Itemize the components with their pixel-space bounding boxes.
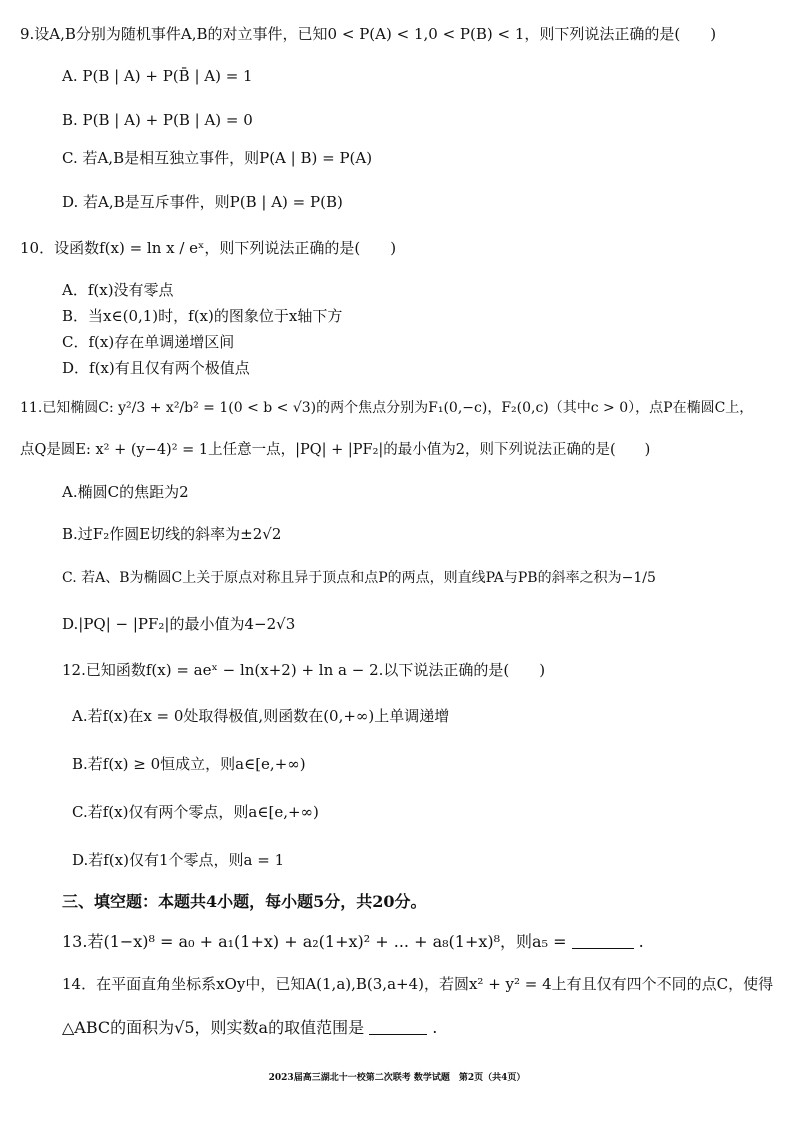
- q10-option-b: B．当x∈(0,1)时，f(x)的图象位于x轴下方: [62, 307, 343, 325]
- q9-option-b: B. P(B | A) + P(B | A) = 0: [62, 111, 253, 129]
- q12-option-c: C.若f(x)仅有两个零点，则a∈[e,+∞): [72, 803, 319, 821]
- q13: [62, 932, 644, 952]
- q11-stem-line2: 点Q是圆E: x² + (y−4)² = 1上任意一点，|PQ| + |PF₂|的最小值为2，则下列说法正确的是( ): [20, 442, 651, 458]
- q11-option-b: B.过F₂作圆E切线的斜率为±2√2: [62, 525, 282, 543]
- q14-line2: [62, 1018, 437, 1038]
- q13-answer-blank[interactable]: [572, 934, 634, 949]
- q10-option-d: D．f(x)有且仅有两个极值点: [62, 359, 250, 377]
- q12-option-d: D.若f(x)仅有1个零点，则a = 1: [72, 851, 285, 869]
- q12-option-b: B.若f(x) ≥ 0恒成立，则a∈[e,+∞): [72, 755, 306, 773]
- q9-option-a: A. P(B | A) + P(B̄ | A) = 1: [62, 67, 253, 85]
- q11-option-c: C. 若A、B为椭圆C上关于原点对称且异于顶点和点P的两点，则直线PA与PB的斜率之积为−1/5: [62, 570, 656, 586]
- q14-line1: 14．在平面直角坐标系xOy中，已知A(1,a),B(3,a+4)，若圆x² + y² = 4上有且仅有四个不同的点C，使得: [62, 975, 774, 993]
- q10-stem: 10．设函数f(x) = ln x / eˣ，则下列说法正确的是( ): [20, 239, 397, 257]
- q9-option-c: C. 若A,B是相互独立事件，则P(A | B) = P(A): [62, 149, 373, 167]
- q14-answer-blank[interactable]: [369, 1020, 427, 1035]
- q9-option-d: D. 若A,B是互斥事件，则P(B | A) = P(B): [62, 193, 343, 211]
- q11-option-d: D.|PQ| − |PF₂|的最小值为4−2√3: [62, 615, 296, 633]
- q12-stem: 12.已知函数f(x) = aeˣ − ln(x+2) + ln a − 2.以下说法正确的是( ): [62, 661, 546, 679]
- section-title: 三、填空题：本题共4小题，每小题5分，共20分。: [62, 892, 427, 911]
- q14-text: △ABC的面积为√5，则实数a的取值范围是: [62, 1018, 365, 1037]
- q13-end: .: [638, 932, 644, 951]
- q9-stem: 9.设A,B分别为随机事件A,B的对立事件，已知0 < P(A) < 1,0 < P(B) < 1，则下列说法正确的是( ): [20, 25, 717, 43]
- q10-option-a: A．f(x)没有零点: [62, 281, 174, 299]
- q12-option-a: A.若f(x)在x = 0处取得极值,则函数在(0,+∞)上单调递增: [72, 707, 450, 725]
- q13-text: 13.若(1−x)⁸ = a₀ + a₁(1+x) + a₂(1+x)² + ... + a₈(1+x)⁸，则a₅ =: [62, 932, 567, 951]
- page-footer: 2023届高三湖北十一校第二次联考 数学试题 第2页（共4页）: [268, 1073, 526, 1083]
- q11-stem-line1: 11.已知椭圆C: y²/3 + x²/b² = 1(0 < b < √3)的两个焦点分别为F₁(0,−c)，F₂(0,c)（其中c > 0），点P在椭圆C上，: [20, 400, 754, 416]
- q11-option-a: A.椭圆C的焦距为2: [62, 483, 189, 501]
- q10-option-c: C．f(x)存在单调递增区间: [62, 333, 235, 351]
- q14-end: .: [432, 1018, 438, 1037]
